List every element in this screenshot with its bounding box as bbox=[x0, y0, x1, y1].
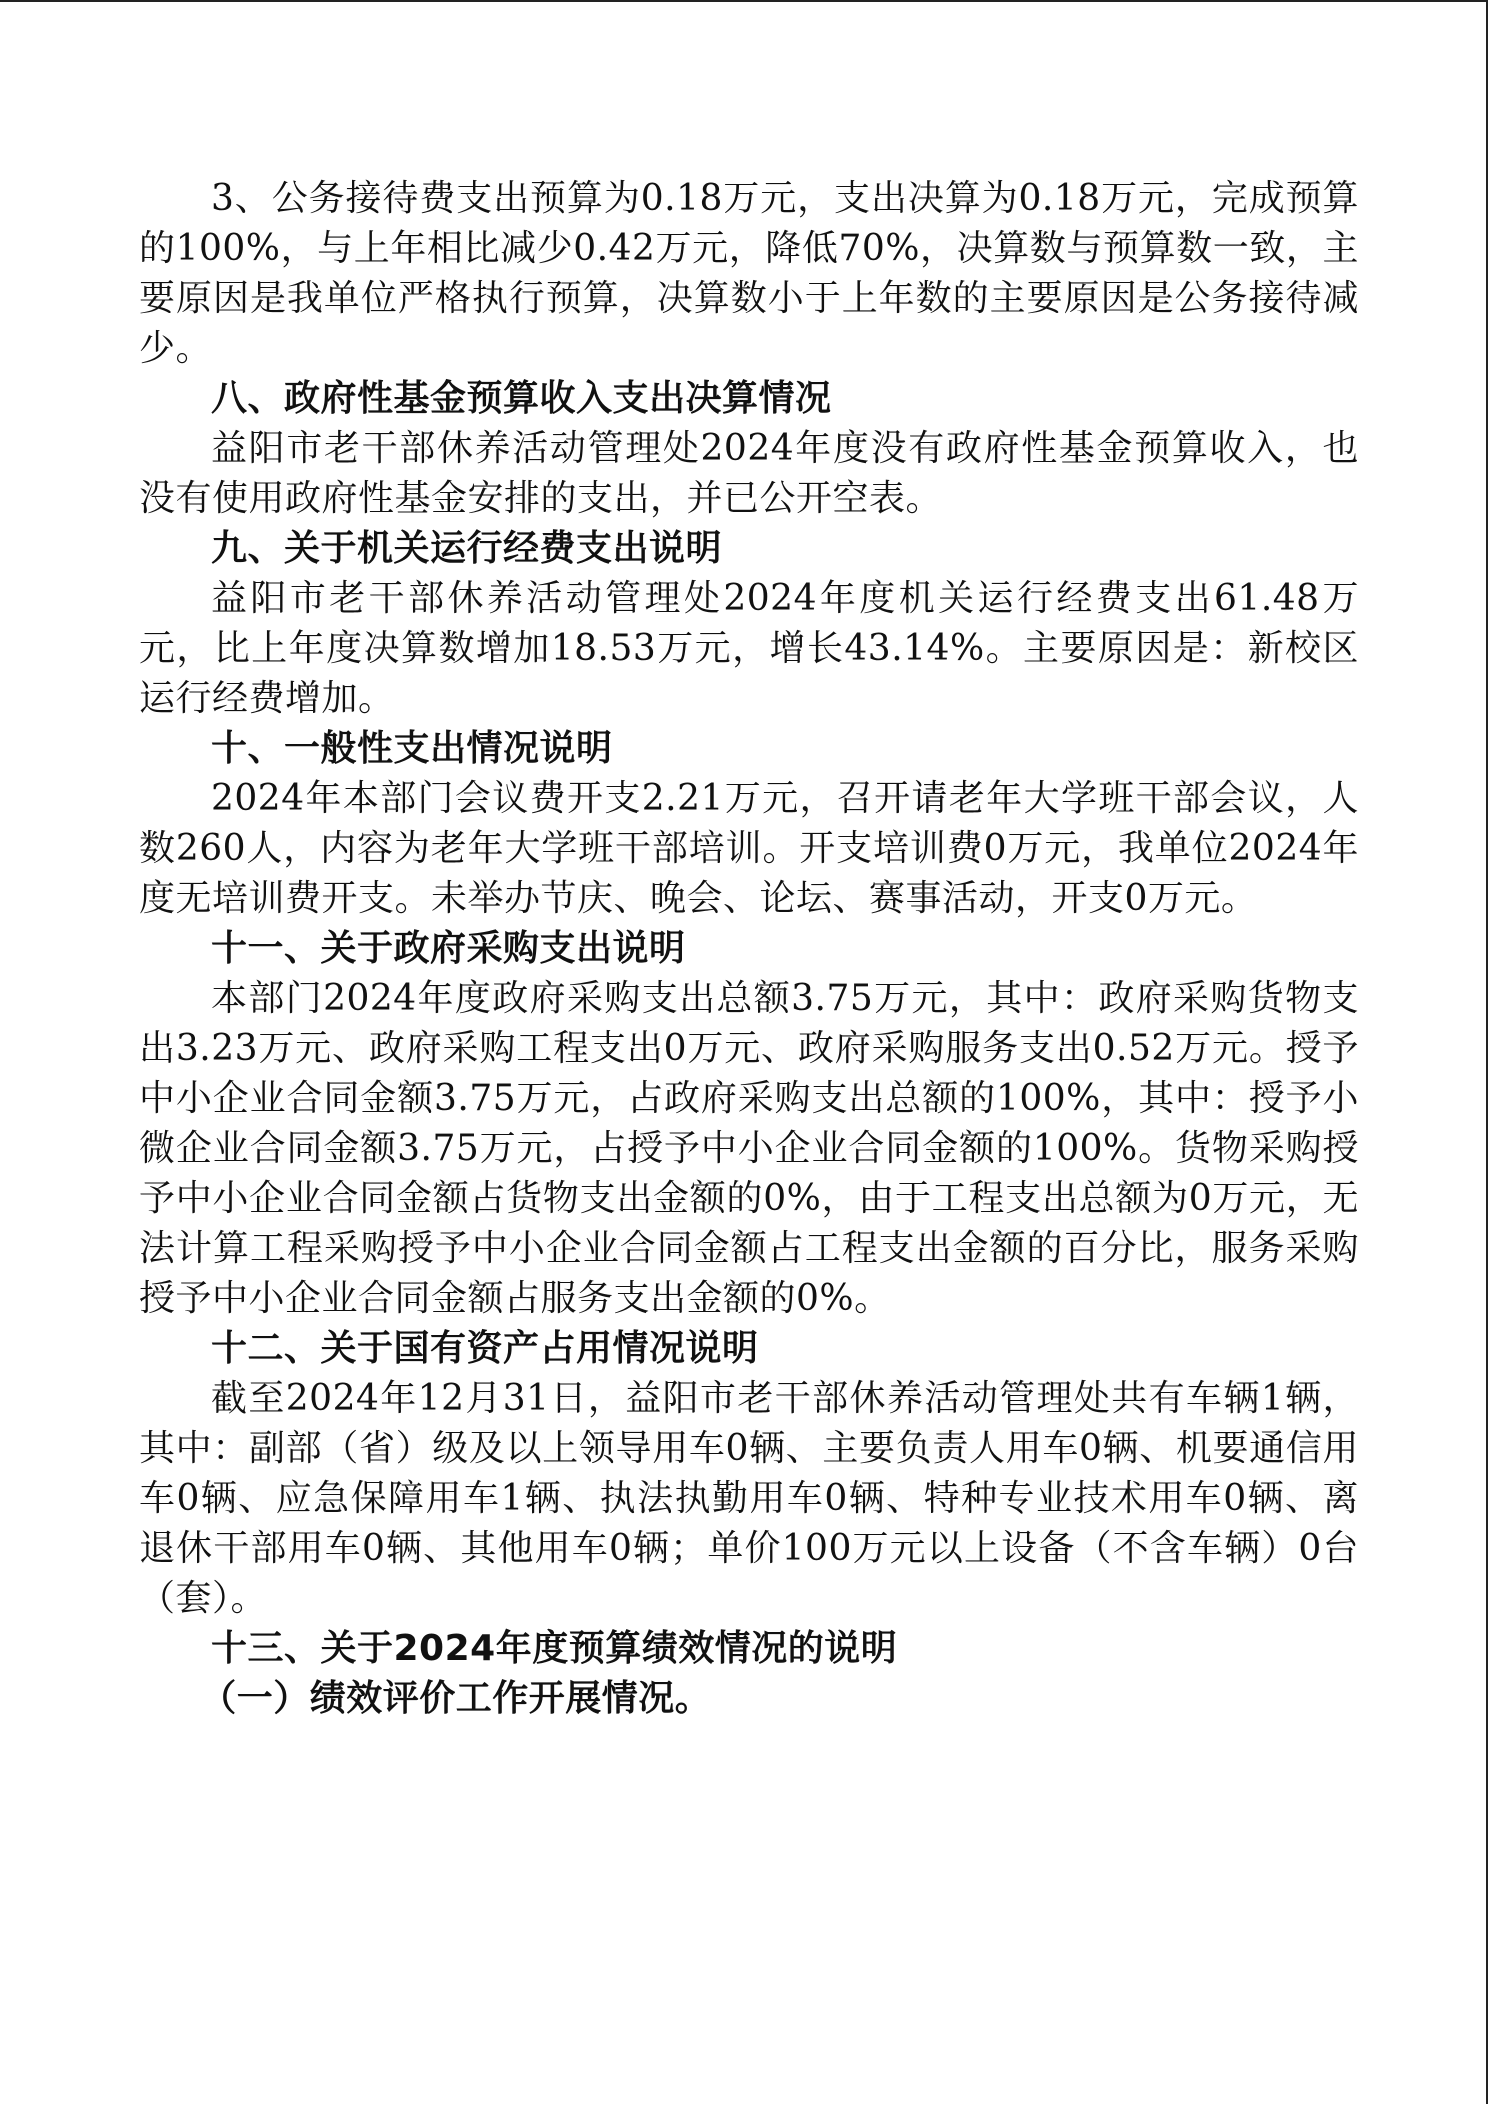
paragraph-state-assets: 截至2024年12月31日，益阳市老干部休养活动管理处共有车辆1辆，其中：副部（省）级及以上领导用车0辆、主要负责人用车0辆、机要通信用车0辆、应急保障用车1辆、执法执勤用车0辆、特种专业技术用车0辆、离退休干部用车0辆、其他用车0辆；单价100万元以上设备（不含车辆）0台（套）。 bbox=[139, 1378, 1359, 1619]
heading-operating-expense: 九、关于机关运行经费支出说明 bbox=[211, 528, 723, 569]
heading-state-assets: 十二、关于国有资产占用情况说明 bbox=[211, 1328, 759, 1369]
heading-government-fund: 八、政府性基金预算收入支出决算情况 bbox=[211, 378, 832, 419]
heading-general-expense: 十、一般性支出情况说明 bbox=[211, 728, 613, 769]
paragraph-government-fund: 益阳市老干部休养活动管理处2024年度没有政府性基金预算收入，也没有使用政府性基金安排的支出，并已公开空表。 bbox=[139, 428, 1359, 519]
paragraph-general-expense: 2024年本部门会议费开支2.21万元，召开请老年大学班干部会议，人数260人，内容为老年大学班干部培训。开支培训费0万元，我单位2024年度无培训费开支。未举办节庆、晚会、论坛、赛事活动，开支0万元。 bbox=[139, 778, 1359, 919]
paragraph-operating-expense: 益阳市老干部休养活动管理处2024年度机关运行经费支出61.48万元，比上年度决算数增加18.53万元，增长43.14%。主要原因是：新校区运行经费增加。 bbox=[139, 578, 1359, 719]
subheading-evaluation-work: （一）绩效评价工作开展情况。 bbox=[200, 1678, 712, 1719]
paragraph-procurement: 本部门2024年度政府采购支出总额3.75万元，其中：政府采购货物支出3.23万元、政府采购工程支出0万元、政府采购服务支出0.52万元。授予中小企业合同金额3.75万元，占政府采购支出总额的100%，其中：授予小微企业合同金额3.75万元，占授予中小企业合同金额的100%。货物采购授予中小企业合同金额占货物支出金额的0%，由于工程支出总额为0万元，无法计算工程采购授予中小企业合同金额占工程支出金额的百分比，服务采购授予中小企业合同金额占服务支出金额的0%。 bbox=[139, 978, 1359, 1319]
heading-procurement: 十一、关于政府采购支出说明 bbox=[211, 928, 686, 969]
heading-performance: 十三、关于2024年度预算绩效情况的说明 bbox=[211, 1628, 898, 1669]
paragraph-reception-expense: 3、公务接待费支出预算为0.18万元，支出决算为0.18万元，完成预算的100%，与上年相比减少0.42万元，降低70%，决算数与预算数一致，主要原因是我单位严格执行预算，决算数小于上年数的主要原因是公务接待减少。 bbox=[139, 178, 1359, 369]
document-body bbox=[139, 174, 1359, 1724]
